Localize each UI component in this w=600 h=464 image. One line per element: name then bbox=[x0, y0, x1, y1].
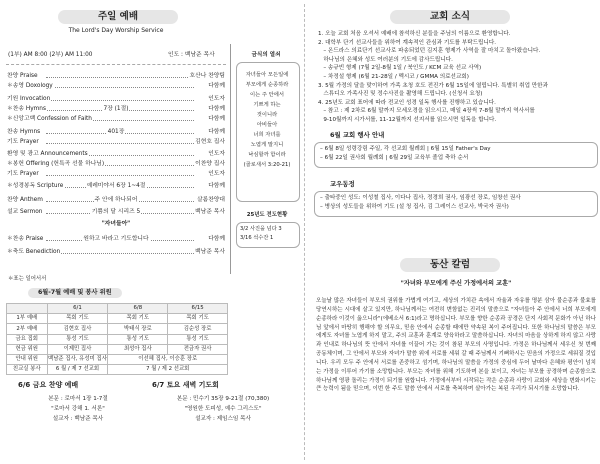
schedule-cell: 7 월 / 제 2 선교회 bbox=[108, 365, 228, 375]
dotted-leader bbox=[46, 143, 194, 144]
worship-item-leader: 다함께 bbox=[208, 83, 225, 89]
schedule-row bbox=[7, 314, 228, 324]
notice-item: 9-10월까지 시가서를, 11-12월까지 선지서를 읽으시면 일독을 합니다. bbox=[318, 117, 497, 123]
worship-row bbox=[6, 220, 226, 229]
schedule-cell: 최성아 집사 bbox=[108, 344, 168, 354]
worship-item-name: 기도 Prayer bbox=[7, 171, 39, 177]
worship-item-leader: 백남준 목사 bbox=[195, 209, 225, 215]
page-divider bbox=[304, 4, 305, 460]
prayer-line: (골로새서 3:20-21) bbox=[243, 162, 291, 168]
condolence-line: – 병상의 성도들을 위하여 기도 (설 청 집사, 김 그레이스 선교사, 박국자 권사) bbox=[320, 204, 509, 210]
saturday-line: 설교자 : 제임스임 목사 bbox=[195, 416, 251, 422]
notice-item: – 송규빈 형제 (7월 2일-8월 1일 / 북인도 / KCM 교육 선교 사역) bbox=[318, 65, 482, 72]
prayer-line: 것이니라 bbox=[256, 112, 278, 118]
schedule-cell: 1부 예배 bbox=[7, 314, 48, 324]
prayer-line: 낙심할까 함이라 bbox=[248, 152, 286, 158]
schedule-cell: 목회 기도 bbox=[168, 314, 228, 324]
event-title: 6월 교회 행사 안내 bbox=[330, 131, 385, 139]
worship-row bbox=[6, 95, 226, 104]
worship-item-leader: 다함께 bbox=[208, 129, 225, 135]
reading-line: 3/2 사진을 넘다 3 bbox=[240, 226, 282, 232]
schedule-row bbox=[7, 344, 228, 354]
prayer-line: 노엽게 말지니 bbox=[250, 142, 284, 148]
schedule-cell: 통성 기도 bbox=[168, 334, 228, 344]
worship-item-name: ＊축도 Benediction bbox=[7, 249, 61, 255]
prayer-line: 자녀들아 모든일에 bbox=[245, 72, 289, 78]
worship-item-leader: 다함께 bbox=[208, 106, 225, 112]
worship-item-leader: 김현호 집사 bbox=[195, 139, 225, 145]
worship-row bbox=[6, 115, 226, 124]
worship-lead: 인도 : 백남준 목사 bbox=[168, 52, 215, 58]
worship-row bbox=[6, 72, 226, 81]
prayer-line: 기쁘게 하는 bbox=[253, 102, 281, 108]
event-line: – 6월 8일 성령강림 주일, 각 선교회 월례회 | 6월 15일 Father's Day bbox=[320, 146, 491, 152]
worship-item-name: ＊신앙고백 Confession of Faith bbox=[7, 116, 92, 122]
worship-row bbox=[6, 182, 226, 191]
worship-item-leader: 인도자 bbox=[208, 171, 225, 177]
worship-footnote: ＊표는 일어서서 bbox=[8, 276, 47, 282]
worship-item-leader: 다함께 bbox=[208, 183, 225, 189]
schedule-cell: 전금자 권사 bbox=[168, 344, 228, 354]
notice-title: 교회 소식 bbox=[390, 10, 510, 24]
worship-item-leader: 호산나 찬양팀 bbox=[189, 73, 225, 79]
schedule-cell: 통성 기도 bbox=[108, 334, 168, 344]
worship-item-detail: 7장 (1절) bbox=[103, 106, 129, 112]
friday-line: 본문 : 로마서 1장 1-7절 bbox=[48, 396, 108, 402]
worship-item-leader: 인도자 bbox=[208, 96, 225, 102]
condolence-title: 교우동정 bbox=[330, 180, 355, 188]
event-line: – 6월 22일 권사회 월례회 | 6월 29일 교육부 졸업 축하 순서 bbox=[320, 155, 469, 161]
schedule-title: 6월-7월 예배 및 봉사 위원 bbox=[28, 288, 122, 298]
dotted-leader bbox=[46, 77, 194, 78]
schedule-table bbox=[6, 303, 228, 375]
schedule-cell: 이선혜 집사, 이승훈 장로 bbox=[108, 354, 228, 364]
worship-time: (1부) AM 8:00 (2부) AM 11:00 bbox=[8, 52, 93, 58]
notice-item: 4. 25년도 교회 표어에 따라 전교인 성경 일독 행사를 진행하고 있습니다. bbox=[318, 99, 496, 106]
schedule-cell: 목회 기도 bbox=[47, 314, 108, 324]
notice-item: – 온드라스 의료단기 선교사로 파송되었던 김지훈 형제가 사역을 잘 마치고 돌아왔습니다. bbox=[318, 48, 541, 55]
worship-item-detail: 예레미야서 6장 1~4절 bbox=[86, 183, 146, 189]
saturday-line: "영원한 도피성, 예수 그리스도" bbox=[184, 406, 262, 412]
worship-row bbox=[6, 138, 226, 147]
worship-item-name: 기도 Prayer bbox=[7, 139, 39, 145]
worship-row bbox=[6, 105, 226, 114]
event-text bbox=[320, 145, 596, 163]
dotted-leader bbox=[46, 253, 194, 254]
worship-item-leader: 이찬양 집사 bbox=[195, 161, 225, 167]
prayer-line: 부모에게 순종하라 bbox=[245, 82, 289, 88]
worship-row bbox=[6, 208, 226, 217]
column-divider bbox=[230, 44, 231, 274]
schedule-cell: 금요 집회 bbox=[7, 334, 48, 344]
worship-row bbox=[6, 196, 226, 205]
schedule-header-cell bbox=[7, 304, 48, 314]
worship-item-detail: 401장 bbox=[107, 129, 125, 135]
worship-item-name: 찬양 Anthem bbox=[7, 197, 43, 203]
worship-item-name: ＊송영 Doxology bbox=[7, 83, 53, 89]
worship-item-detail: "자녀들아" bbox=[101, 221, 131, 227]
worship-item-name: ＊찬송 Praise bbox=[7, 236, 44, 242]
schedule-cell: 김현호 집사 bbox=[47, 324, 108, 334]
worship-row bbox=[6, 248, 226, 257]
prayer-line: 너희 자녀를 bbox=[253, 132, 281, 138]
column-text: 오늘날 많은 자녀들이 부모의 권위를 가볍게 여기고, 세상의 가치관 속에서 자율과 자유를 명분 삼아 불순종과 불효를 당연시하는 시대에 살고 있지만, 하나님께서는 여전히 변함없는 진리의 말씀으로 "자녀들아 주 안에서 너희 부모에게 순종하라 이것이 옳으니라"(에베소서 6:1)라고 명하십니다. 부모를 향한 순종과 공경은 단지 사회적 문화가 아닌 하나님 앞에서 마땅히 행해야 할 의무요, 믿음 안에서 순종할 때에만 약속된 복이 주어집니다. 또한 하나님의 말씀은 부모에게도 자녀를 노엽게 하지 말고, 주의 교훈과 훈계로 양육하라고 말씀하십니다. 자녀의 마음을 상하게 하지 않고 사랑과 인내로 하나님의 뜻 안에서 자녀를 이끌어 가는 것이 참된 부모의 사명입니다. 가정은 하나님께서 세우신 첫 번째 공동체이며, 그 안에서 부모와 자녀가 말씀 위에 서로를 세워 갈 때 주님께서 기뻐하시는 믿음의 가정으로 세워질 것입니다. 우리 모두 주 안에서 서로를 존중하고 섬기며, 하나님의 말씀을 가정의 중심에 두어 날마다 은혜와 평안이 넘치는 가정을 이루어 가기를 소망합니다. 부모는 자녀를 위해 기도하며 본을 보이고, 자녀는 부모를 공경하며 순종함으로 하나님께 영광 돌리는 가정이 되기를 원합니다. 가정에서부터 시작되는 작은 순종과 사랑이 교회와 세상을 변화시키는 큰 능력이 됨을 믿으며, 이번 한 주도 말씀 안에서 서로를 축복하며 살아가는 복된 우리가 되시기를 소망합니다. bbox=[316, 298, 596, 393]
condolence-text bbox=[320, 194, 596, 212]
worship-item-leader: 백남준 목사 bbox=[195, 249, 225, 255]
worship-row bbox=[6, 128, 226, 137]
schedule-cell: 김순성 장로 bbox=[168, 324, 228, 334]
friday-line: 설교자 : 백남준 목사 bbox=[52, 416, 104, 422]
friday-text bbox=[8, 394, 148, 424]
prayer-line: 이는 주 안에서 bbox=[249, 92, 285, 98]
divider bbox=[6, 64, 226, 65]
worship-item-leader: 인도자 bbox=[208, 151, 225, 157]
schedule-cell: 박태식 장로 bbox=[108, 324, 168, 334]
schedule-cell: 2부 예배 bbox=[7, 324, 48, 334]
worship-item-name: 찬송 Hymns bbox=[7, 129, 41, 135]
worship-row bbox=[6, 82, 226, 91]
friday-title: 6/6 금요 찬양 예배 bbox=[18, 381, 79, 389]
notice-item: – 참고 : 제 2차로 6월 말까지 모세오경을 읽으시고, 매일 4장씩 7-8월 말까지 역사서를 bbox=[318, 108, 535, 115]
schedule-row bbox=[7, 334, 228, 344]
worship-item-leader: 살롬찬양대 bbox=[197, 197, 225, 203]
schedule-header-cell: 6/8 bbox=[108, 304, 168, 314]
prayer-box-title: 금식의 열쇠 bbox=[251, 52, 281, 58]
schedule-cell: 헌금 위원 bbox=[7, 344, 48, 354]
schedule-cell: 통성 기도 bbox=[47, 334, 108, 344]
schedule-cell: 목회 기도 bbox=[108, 314, 168, 324]
condolence-line: – 출타중인 성도: 이성철 집사, 이다나 집사, 정경희 권사, 임광선 장로, 임창선 권사 bbox=[320, 195, 521, 201]
worship-item-detail: 원하고 바라고 기도합니다 bbox=[83, 236, 149, 242]
schedule-cell: 이제민 집사 bbox=[47, 344, 108, 354]
saturday-line: 본문 : 민수기 35장 9-21절 (70,380) bbox=[176, 396, 270, 402]
dotted-leader bbox=[46, 100, 194, 101]
worship-item-name: 설교 Sermon bbox=[7, 209, 43, 215]
schedule-cell: 안내 위원 bbox=[7, 354, 48, 364]
reading-line: 3/16 석수잔 1 bbox=[240, 235, 274, 241]
friday-line: "로마서 강해 1. 서론" bbox=[51, 406, 105, 412]
worship-item-name: 환영 및 광고 Announcements bbox=[7, 151, 88, 157]
schedule-header-cell: 6/1 bbox=[47, 304, 108, 314]
worship-row bbox=[6, 160, 226, 169]
schedule-row bbox=[7, 354, 228, 364]
prayer-line: 아비들아 bbox=[256, 122, 278, 128]
worship-row bbox=[6, 235, 226, 244]
dotted-leader bbox=[46, 175, 194, 176]
column-subtitle: "자녀와 부모에게 주신 가정에서의 교훈" bbox=[400, 280, 512, 287]
notice-item: 3. 5월 가정의 달을 맞이하여 가족 초청 호도 전진가 6월 15일에 열립니다. 특별히 취업 만한과 bbox=[318, 82, 548, 89]
schedule-cell: 6 월 / 제 7 선교회 bbox=[47, 365, 108, 375]
notice-item: 하나님의 은혜와 성도 여러분의 기도에 감사드립니다. bbox=[318, 56, 453, 63]
saturday-title: 6/7 토요 새벽 기도회 bbox=[152, 381, 219, 389]
worship-item-detail: 기쁨의 달 시리즈 5 bbox=[91, 209, 141, 215]
notice-item: 1. 오늘 교회 처음 오셔서 예배에 참석하신 분들을 주님의 이름으로 환영합니다. bbox=[318, 31, 511, 37]
worship-title: 주일 예배 bbox=[58, 10, 178, 24]
reading-text bbox=[240, 225, 298, 243]
schedule-cell: 친교실 봉사 bbox=[7, 365, 48, 375]
worship-item-name: ＊봉헌 Offering (헌특곡 선물 하나님) bbox=[7, 161, 105, 167]
dotted-leader bbox=[46, 87, 194, 88]
worship-item-detail: 주 안에 하나되어 bbox=[94, 197, 138, 203]
reading-title: 25년도 전도현황 bbox=[246, 212, 288, 218]
worship-row bbox=[6, 150, 226, 159]
worship-row bbox=[6, 170, 226, 179]
saturday-text bbox=[148, 394, 298, 424]
schedule-row bbox=[7, 365, 228, 375]
schedule-row bbox=[7, 324, 228, 334]
worship-item-leader: 다함께 bbox=[208, 116, 225, 122]
prayer-text bbox=[236, 70, 298, 170]
worship-item-name: 찬양 Praise bbox=[7, 73, 38, 79]
worship-item-name: 기원 Invocation bbox=[7, 96, 51, 102]
worship-item-name: ＊성경봉독 Scripture bbox=[7, 183, 64, 189]
notice-item: 2. 대학부 단기 선교사들을 위하여 계속적인 관심과 기도를 부탁드립니다. bbox=[318, 39, 497, 46]
schedule-header-cell: 6/15 bbox=[168, 304, 228, 314]
notice-item: – 차정설 형제 (6월 21-28일 / 멕시코 / GMMA 의료선교회) bbox=[318, 74, 469, 80]
notice-item: 스튜디오 가족사진 및 정수사진을 촬영해 드립니다. (신청서 요청) bbox=[318, 91, 483, 98]
worship-item-name: ＊찬송 Hymns bbox=[7, 106, 46, 112]
worship-item-leader: 다함께 bbox=[208, 236, 225, 242]
column-title: 동산 칼럼 bbox=[400, 258, 500, 272]
schedule-cell: 백남준 집사, 유성미 집사 bbox=[47, 354, 108, 364]
worship-subtitle: The Lord's Day Worship Service bbox=[68, 27, 164, 34]
